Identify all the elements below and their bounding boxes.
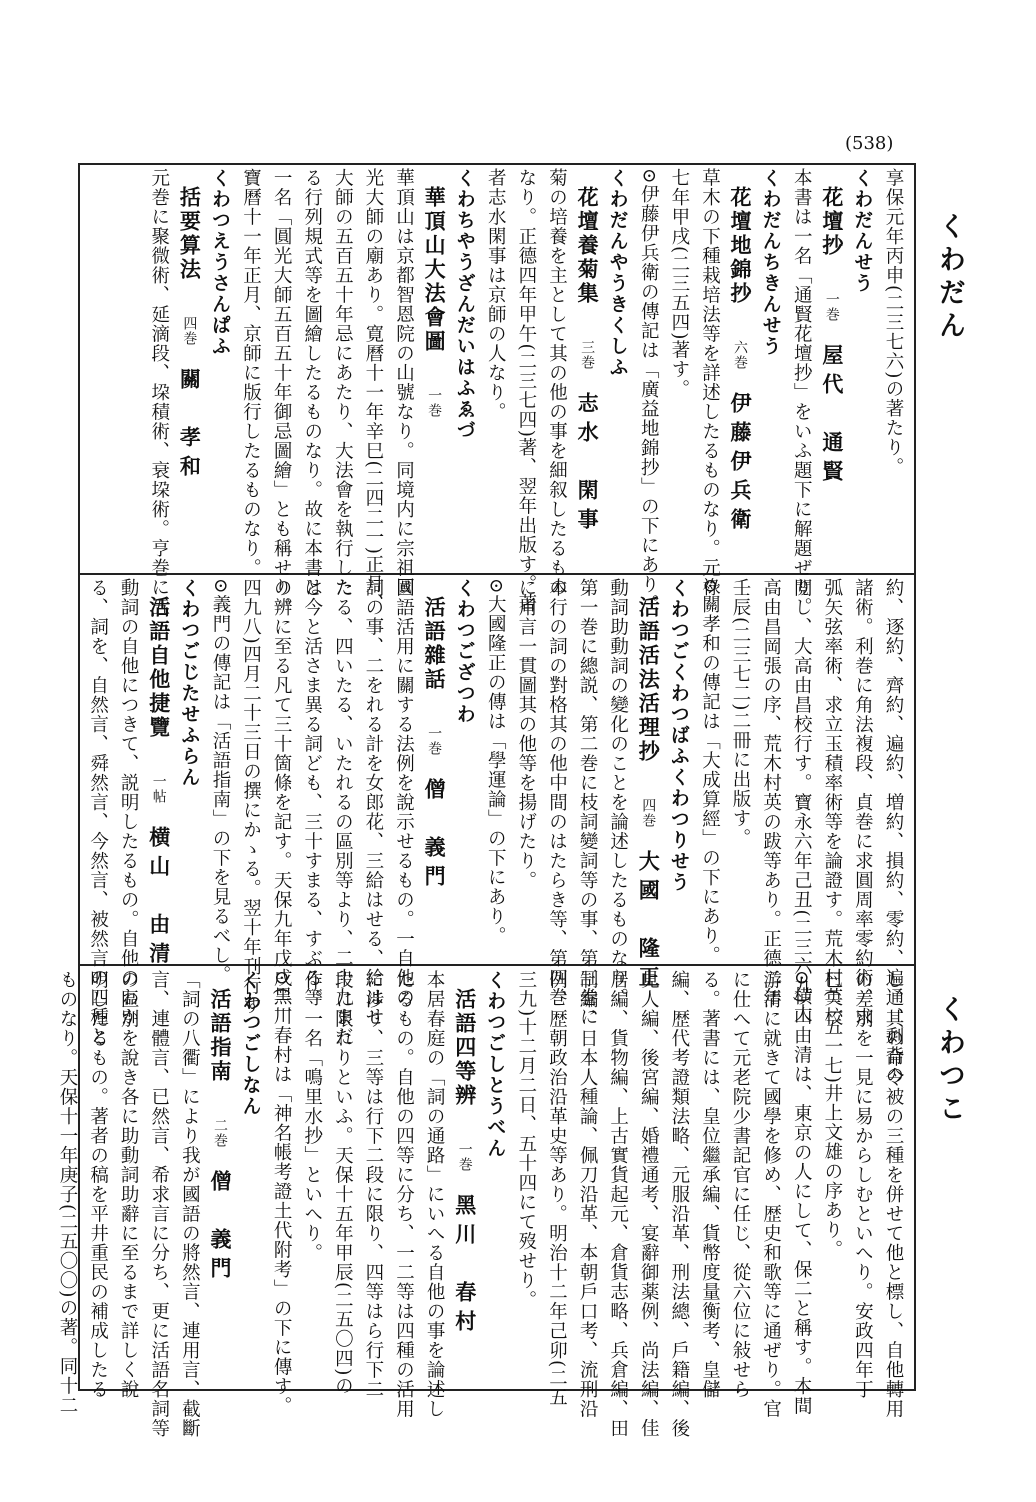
volume-count: 一帖: [150, 774, 167, 804]
book-title: 活語自他捷覽: [146, 596, 172, 740]
author: 横山 由清: [146, 826, 172, 971]
entry-heading: くわつごしとうべん: [484, 970, 507, 1159]
running-header-bottom: くわつこ: [934, 995, 965, 1127]
entry-title-line: [571, 168, 602, 568]
body-line: 四九八)四月二十三日の撰にかゝる。翌十年刊行す: [240, 578, 262, 1016]
book-title: 括要算法: [177, 186, 203, 282]
running-header-top: くわだん: [934, 212, 965, 344]
body-line: ⊙横山由清は、東京の人にして、保二と稱す。本間: [791, 970, 813, 1416]
body-line: ⊙大國隆正の傳は「學運論」の下にあり。: [485, 578, 507, 946]
body-line: ものなり。天保十一年庚子(二五〇〇)の著。同十二: [56, 970, 78, 1416]
body-line: 國語活用に關する法例を說示せるもの。一自他の: [393, 578, 415, 1007]
body-line: 寶曆十一年正月、京師に版行したるものなり。: [240, 168, 262, 578]
author: 大國 隆正: [636, 850, 662, 995]
body-line: 一名「圓光大師五百五十年御忌圖繪」とも稱せり。: [271, 168, 293, 617]
body-line: の差別を一見に易からしむといへり。安政四年丁: [852, 970, 874, 1399]
book-title: 活語指南: [207, 988, 233, 1084]
body-line: し、其の命令被の三種を併せて他と標し、自他轉用: [883, 970, 904, 1419]
text-band-3: [56, 970, 908, 1438]
body-line: 作。一名「鳴里水抄」といへり。: [301, 970, 323, 1263]
entry-heading: くわだんせう: [851, 168, 874, 294]
body-line: 段に限れりといふ。天保十五年甲辰(二五〇四)の: [332, 970, 354, 1396]
entry-heading: くわつごしなん: [239, 970, 262, 1117]
entry-heading: くわつごじたせふらん: [178, 578, 201, 788]
author: 志水 閑事: [575, 392, 601, 537]
body-line: 菊の培養を主として其の他の事を細叙したるもの: [546, 168, 568, 597]
body-line: 見人編、後宮編、婚禮通考、宴辭御薬例、尚法編、佳: [638, 970, 660, 1438]
entry-heading: くわだんやうきくしふ: [606, 168, 629, 378]
body-line: 者志水閑事は京師の人なり。: [485, 168, 507, 422]
body-line: 動詞の自他につきて、説明したるもの。自他のわか: [118, 578, 140, 1027]
entry-title-line: [449, 970, 480, 1386]
entry-heading: くわつござつわ: [453, 578, 476, 725]
author: 屋代 通賢: [819, 344, 845, 489]
page-number: (538): [845, 133, 894, 154]
body-line: 三九)十二月二日、五十四にて歿せり。: [515, 970, 537, 1310]
body-line: 弧矢弦率術、求立玉積率術等を論證す。荒木村英校: [821, 578, 843, 1027]
body-line: たる、四いたる、いたれるの區別等より、二十九まだ: [332, 578, 354, 1046]
body-line: ⊙關孝和の傳記は「大成算經」の下にあり。: [699, 578, 721, 966]
body-line: 詞の事、二をれる計を女郎花、三給はせる、給はせ: [362, 578, 384, 1027]
body-line: 光大師の廟あり。寛曆十一年辛巳(二四二一)正月、: [362, 168, 384, 614]
entry-heading: くわつえうさんぱふ: [208, 168, 231, 357]
body-line: 編、歴代考證類法略、元服沿革、刑法總、戶籍編、後: [668, 970, 690, 1438]
text-band-1: [90, 168, 908, 617]
body-line: 本居春庭の「詞の通路」にいへる自他の事を論述し: [424, 970, 446, 1419]
author: 僧 義門: [207, 1170, 233, 1286]
entry-title-line: [724, 168, 755, 568]
body-line: 閲し、大高由昌校行す。寶永六年己丑(二三六九)大: [791, 578, 813, 1024]
book-title: 花壇地錦抄: [728, 186, 754, 306]
body-line: 草木の下種栽培法等を詳述したるものなり。元祿: [699, 168, 721, 597]
body-line: 例、歴朝政治沿革史等あり。明治十二年己卯(二五: [546, 970, 568, 1408]
book-title: 活語四等辨: [452, 988, 478, 1108]
volume-count: 六巻: [732, 340, 749, 370]
body-line: 制編、日本人種論、佩刀沿革、本朝戶口考、流刑沿: [577, 970, 599, 1419]
entry-title-line: [174, 168, 205, 568]
volume-count: 一巻: [823, 292, 840, 322]
entry-title-line: [816, 168, 847, 568]
volume-count: 一巻: [456, 1142, 473, 1172]
body-line: 七年甲戌(二三五四)著す。: [668, 168, 690, 399]
entry-title-line: [419, 578, 450, 958]
entry-title-line: [204, 970, 235, 1386]
volume-count: 一巻: [426, 388, 443, 418]
body-line: ⊙義門の傳記は「活語指南」の下を見るべし。: [209, 578, 231, 985]
volume-count: 一巻: [426, 726, 443, 756]
body-line: る行列規式等を圖繪したるものなり。故に本書は: [301, 168, 323, 597]
body-line: 元巻に聚微術、延滴段、垜積術、衰垜術。亨巻に五: [148, 168, 170, 617]
body-line: る、詞を、自然言、舜然言、今然言、被然言の四種と: [87, 578, 109, 1046]
body-line: 游清に就きて國學を修め、歴史和歌等に通ぜり。官: [760, 970, 782, 1419]
volume-count: 四巻: [640, 798, 657, 828]
volume-count: 二巻: [211, 1118, 228, 1148]
book-title: 花壇抄: [819, 186, 845, 258]
book-title: 華頂山大法會圖: [422, 186, 448, 354]
body-line: 第一巻に總説、第二巻に枝詞變詞等の事、第三巻に: [577, 578, 599, 1027]
body-line: 言、連體言、已然言、希求言に分ち、更に活語名詞等: [148, 970, 170, 1438]
body-line: 本行の詞の對格其の他中間のはたらき等、第四巻: [546, 578, 568, 1007]
body-line: 高由昌岡張の序、荒木村英の跋等あり。正德二年: [760, 578, 782, 1007]
author: 僧 義門: [422, 778, 448, 894]
entry-heading: くわつごくわつばふくわつりせう: [667, 578, 690, 893]
body-line: の區別を說き各に助動詞助辭に至るまで詳しく說: [118, 970, 140, 1399]
book-title: 活語雜話: [422, 596, 448, 692]
body-line: に涉り、三等は行下二段に限り、四等はら行下二: [362, 970, 384, 1399]
body-line: に仕へて元老院少書記官に任じ、從六位に敍せら: [730, 970, 752, 1399]
body-line: 大師の五百五十年忌にあたり、大法會を執行した: [332, 168, 354, 597]
volume-count: 三巻: [579, 340, 596, 370]
body-line: なり。正德四年甲午(二三七四)著、翌年出版す。著: [515, 168, 537, 614]
body-line: 本書は一名「通賢花壇抄」をいふ題下に解題ぜり。: [791, 168, 813, 617]
body-line: 享保元年丙申(二三七六)の著たり。: [883, 168, 904, 477]
entry-heading: くわちやうざんだいはふゑづ: [453, 168, 476, 441]
body-line: に用言一貫圖其の他等を揚げたり。: [515, 578, 537, 890]
body-line: の辨に至る凡て三十箇條を記す。天保九年戊戌(二: [271, 578, 293, 1016]
author: 黑川 春村: [452, 1194, 478, 1339]
author: 伊藤伊兵衛: [728, 392, 754, 537]
body-line: 「詞の八衢」により我が國語の將然言、連用言、截斷: [179, 970, 201, 1438]
body-line: ⊙伊藤伊兵衛の傳記は「廣益地錦抄」の下にあり。: [638, 168, 660, 614]
book-title: 花壇養菊集: [575, 186, 601, 306]
body-line: 諸術。利巻に角法複段、貞巻に求圓周率零約術、求: [852, 578, 874, 1027]
entry-title-line: [633, 578, 664, 995]
entry-heading: くわだんちきんせう: [759, 168, 782, 357]
book-title: 活語活法活理抄: [636, 596, 662, 764]
entry-title-line: [143, 578, 174, 971]
volume-count: 四巻: [181, 316, 198, 346]
body-line: 華頂山は京都智恩院の山號なり。同境内に宗祖圓: [393, 168, 415, 597]
body-line: ⊙黑川春村は「神名帳考證土代附考」の下に傳す。: [271, 970, 293, 1416]
body-line: 約、逐約、齊約、遍約、増約、損約、零約、遍通、剩背の: [883, 578, 904, 1085]
body-line: 動詞助動詞の變化のことを論述したるものなり。: [607, 578, 629, 1007]
entry-title-line: [419, 168, 450, 568]
body-line: 壬辰(二三七二)二冊に出版す。: [730, 578, 752, 848]
body-line: 巳(二五一七)井上文雄の序あり。: [821, 970, 843, 1260]
body-line: 居編、貨物編、上古實貨起元、倉貨志略、兵倉編、田: [607, 970, 629, 1438]
body-line: る。著書には、皇位繼承編、貨幣度量衡考、皇儲: [699, 970, 721, 1399]
body-line: と今と活さま異る詞ども、三十すまる、すぶる等: [301, 578, 323, 1007]
author: 關 孝和: [177, 368, 203, 484]
body-line: 明したるもの。著者の稿を平井重民の補成したる: [87, 970, 109, 1399]
body-line: たるもの。自他の四等に分ち、一二等は四種の活用: [393, 970, 415, 1419]
